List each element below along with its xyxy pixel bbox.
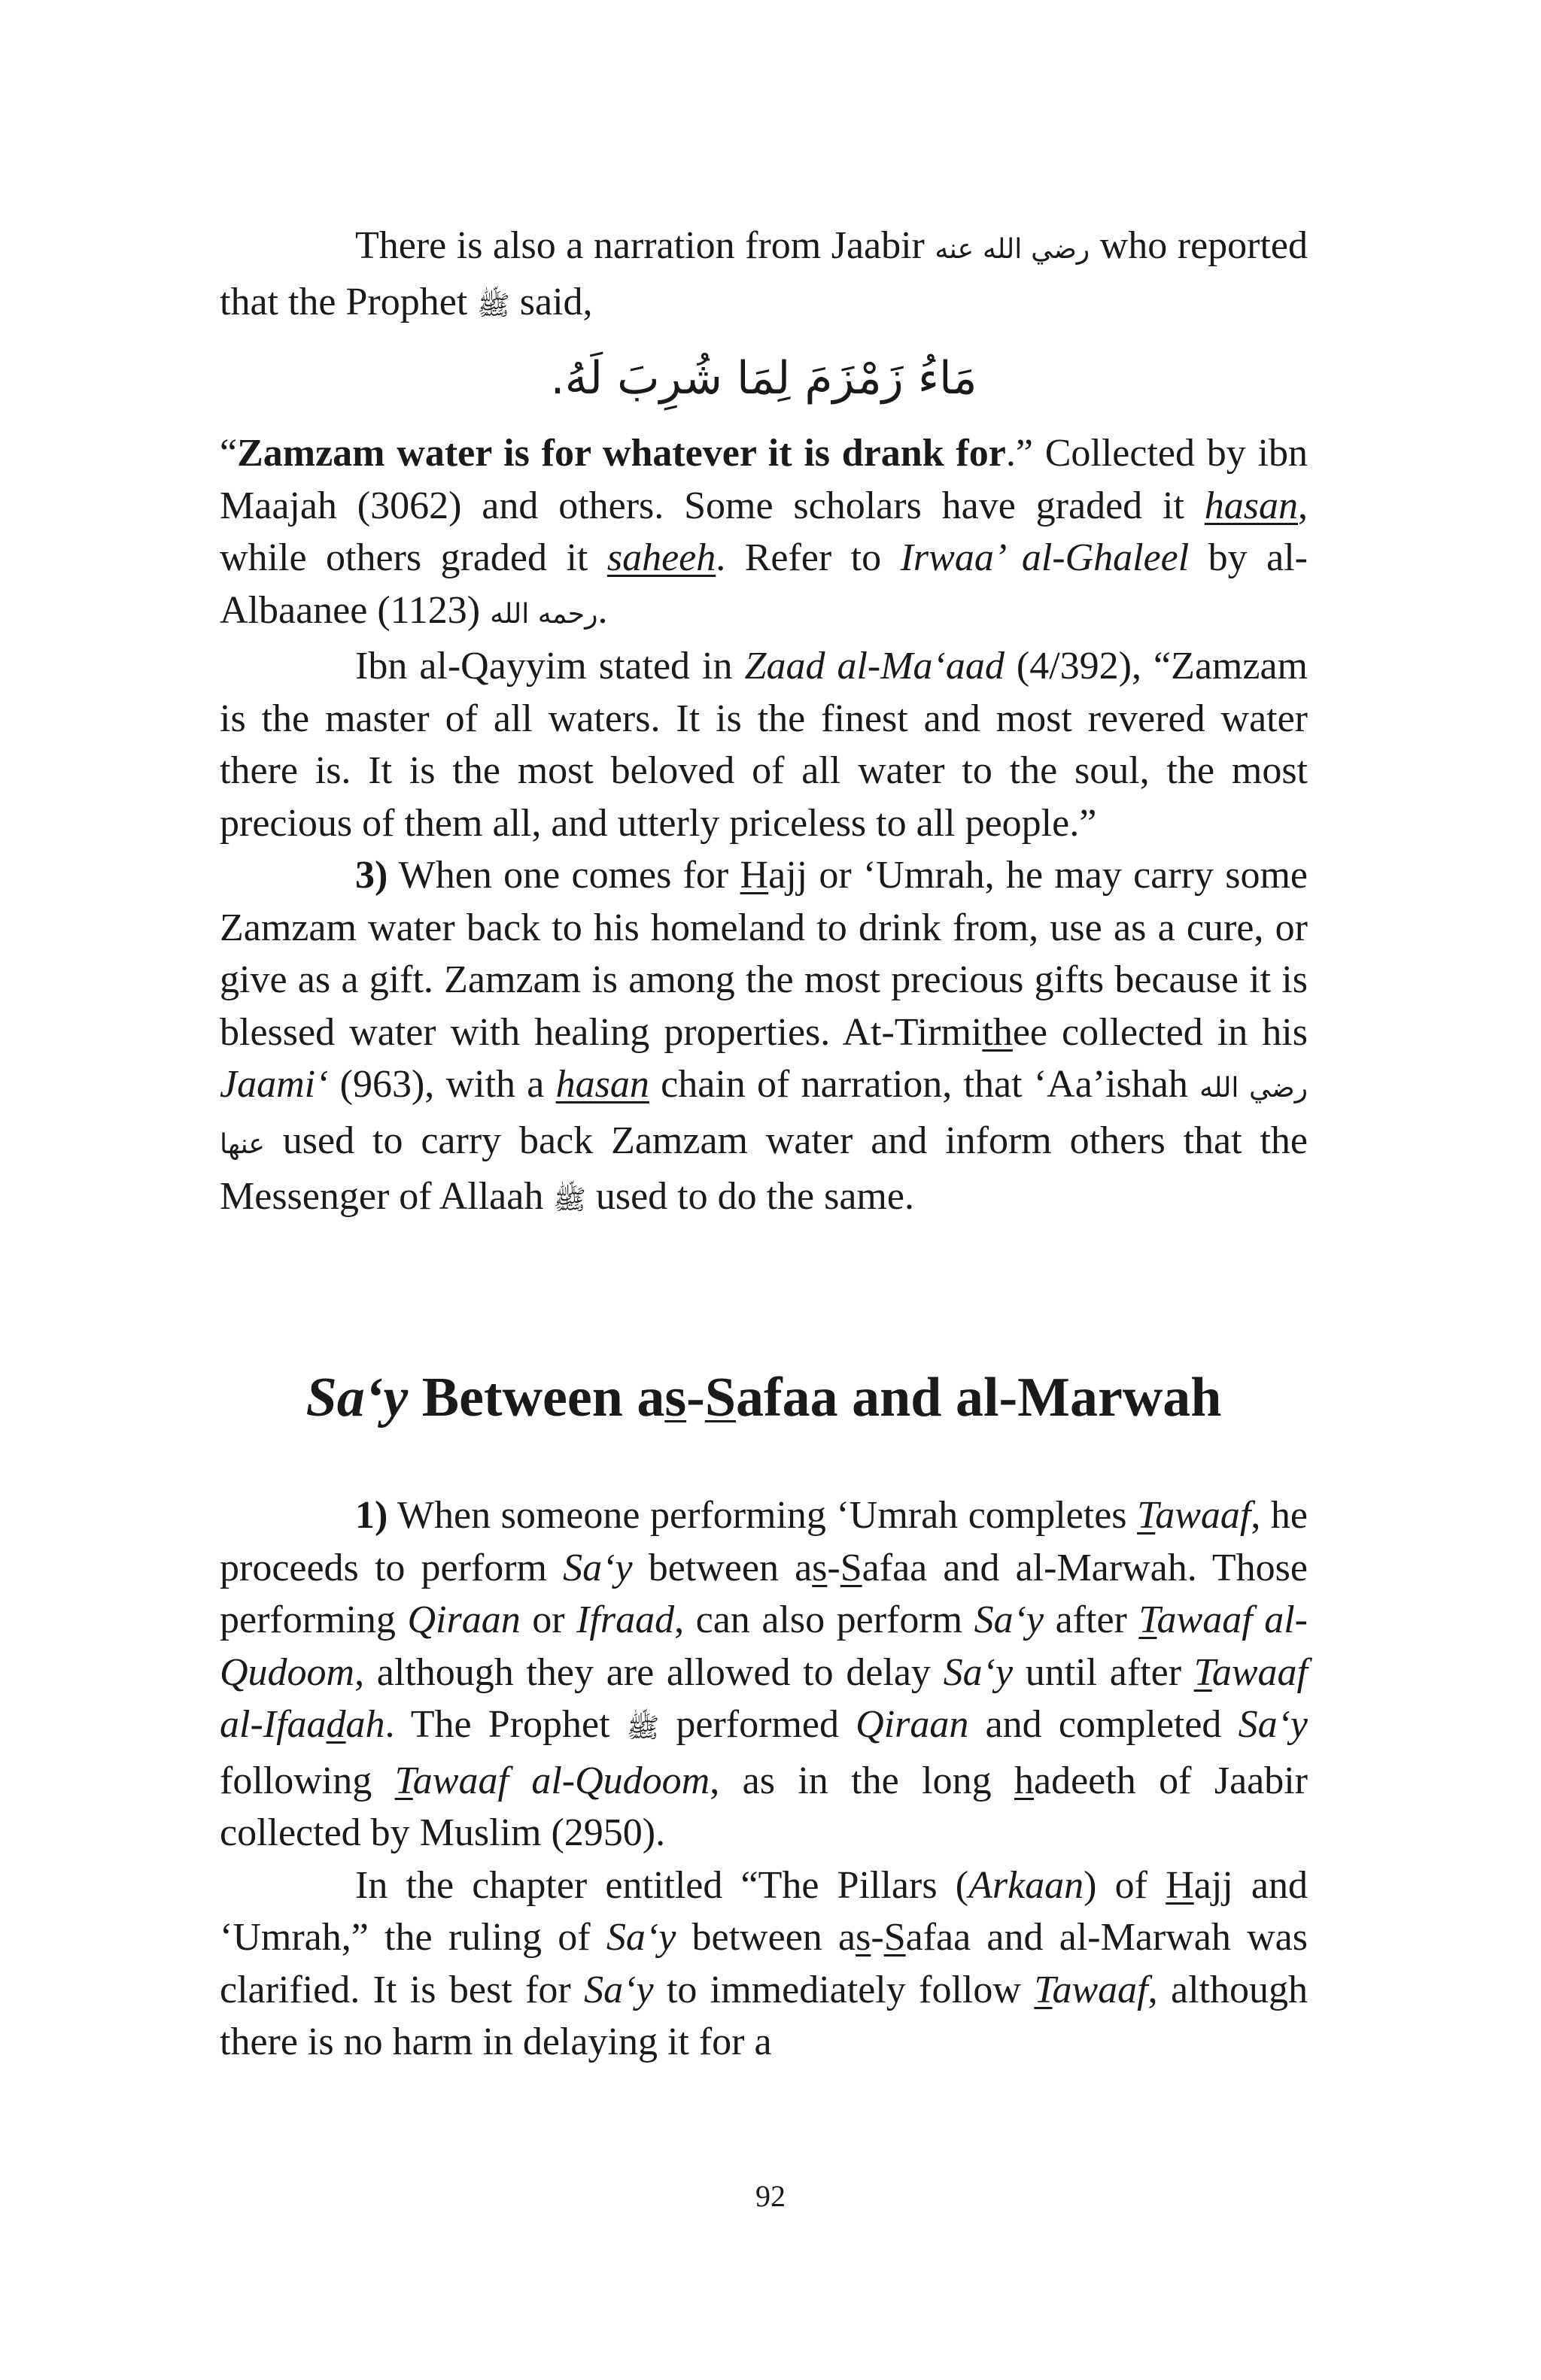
arabic-hadith: مَاءُ زَمْزَمَ لِمَا شُرِبَ لَهُ. — [550, 352, 977, 405]
p5-number: 1) — [355, 1494, 388, 1537]
term-saheeh: saheeh — [606, 536, 716, 579]
p5-text-m: following — [220, 1759, 395, 1802]
p4-text-a: When one comes for — [388, 854, 740, 897]
p5-say-3: Sa‘y — [943, 1650, 1014, 1694]
p3-text-a: Ibn al-Qayyim stated in — [355, 645, 745, 688]
p5-tq2-t: T — [394, 1759, 413, 1802]
honorific-salla-icon-2: ﷺ — [553, 1185, 586, 1216]
p4-text-e: used to carry back Zamzam water and inform others that the Messenger of Allaah — [220, 1119, 1308, 1218]
p6-text-g: , although there is no harm in delaying it for a — [220, 1968, 1308, 2063]
paragraph-5-6 — [220, 1489, 1308, 2069]
honorific-rahimahullaah-icon: رحمه الله — [490, 598, 598, 630]
p5-text-i: until after — [1013, 1650, 1194, 1694]
p5-dash: - — [827, 1546, 840, 1589]
p5-text-c: between a — [632, 1546, 813, 1589]
page-number: 92 — [755, 2179, 786, 2213]
heading-dash: - — [686, 1367, 705, 1428]
p4-text-c: (963), with a — [328, 1063, 556, 1106]
p5-s1: s — [812, 1546, 828, 1589]
hadith-translation: Zamzam water is for whatever it is drank for — [237, 432, 1006, 475]
p6-s1: s — [856, 1916, 871, 1959]
honorific-radiyallaahu-anhaa-icon: رضي الله عنها — [220, 1073, 1308, 1160]
book-irwaa: Irwaa’ al-Ghaleel — [900, 536, 1190, 579]
p5-text-e: or — [520, 1598, 577, 1641]
honorific-salla-icon-3: ﷺ — [626, 1713, 660, 1744]
p6-tawaaf-rest: awaaf — [1052, 1968, 1148, 2011]
p5-text-g: after — [1044, 1598, 1139, 1641]
p5-text-o: adeeth of Jaabir collected by Muslim (2950). — [220, 1759, 1308, 1854]
honorific-salla-icon: ﷺ — [477, 290, 510, 321]
p6-text-c: ajj and ‘Umrah,” the ruling of — [220, 1863, 1308, 1959]
p6-text-f: to immediately follow — [653, 1968, 1035, 2011]
p5-qiraan-1: Qiraan — [407, 1598, 521, 1641]
p4-term-hasan: hasan — [555, 1063, 649, 1106]
p6-say-1: Sa‘y — [606, 1916, 676, 1959]
heading-text-b: afaa and al-Marwah — [735, 1367, 1222, 1428]
heading-s2: S — [704, 1367, 736, 1428]
paragraph-2 — [220, 427, 1308, 1227]
section-heading — [220, 1360, 1308, 1435]
p6-text-d: between a — [676, 1916, 856, 1959]
book-zaad: Zaad al-Ma‘aad — [744, 645, 1005, 688]
p2-text-a: .” Collected by ibn Maajah (3062) and others. Some scholars have graded it — [220, 432, 1308, 527]
p5-text-h: , although they are allowed to delay — [354, 1650, 944, 1694]
heading-text-a: Between a — [408, 1367, 665, 1428]
p2-text-b: , while others graded it — [220, 484, 1308, 579]
p5-ifraad: Ifraad — [576, 1598, 675, 1641]
p5-ti-end: ah — [345, 1703, 385, 1746]
p4-number: 3) — [355, 854, 388, 897]
p1-text-b: who reported that the Prophet — [220, 224, 1308, 323]
p4-text-d: chain of narration, that ‘Aa’ishah — [649, 1063, 1200, 1106]
p6-tawaaf-t: T — [1034, 1968, 1053, 2011]
p5-text-j: . The Prophet — [384, 1703, 627, 1746]
p4-text-b: ee collected in his — [1012, 1010, 1308, 1054]
term-hasan: hasan — [1204, 484, 1298, 527]
p5-text-f: , can also perform — [674, 1598, 974, 1641]
p5-text-n: , as in the long — [710, 1759, 1014, 1802]
p6-text-e: afaa and al-Marwah was clarified. It is best for — [220, 1916, 1308, 2011]
p2-text-c: . Refer to — [716, 536, 901, 579]
p6-s2: S — [883, 1916, 906, 1959]
p5-ti-mid: awaaf al-Ifaa — [220, 1650, 1308, 1746]
p6-dash: - — [871, 1916, 884, 1959]
p5-text-b: , he proceeds to perform — [220, 1494, 1308, 1589]
p5-ti-t: T — [1193, 1650, 1212, 1694]
p5-ti-d: d — [326, 1703, 346, 1746]
p5-hadeeth-h: h — [1014, 1759, 1034, 1802]
p5-tawaaf-rest: awaaf — [1155, 1494, 1251, 1537]
p6-say-2: Sa‘y — [584, 1968, 654, 2011]
p4-text-f: used to do the same. — [585, 1175, 914, 1218]
p4-th: th — [982, 1010, 1013, 1054]
p5-say-4: Sa‘y — [1238, 1703, 1308, 1746]
p5-tq2-rest: awaaf al-Qudoom — [412, 1759, 710, 1802]
p5-tawaaf-t: T — [1137, 1494, 1156, 1537]
p6-arkaan: Arkaan — [968, 1863, 1084, 1907]
p6-text-a: In the chapter entitled “The Pillars ( — [355, 1863, 969, 1907]
p5-tq1-rest: awaaf al-Qudoom — [220, 1598, 1308, 1694]
p6-hajj-h: H — [1166, 1863, 1194, 1907]
p5-s2: S — [840, 1546, 862, 1589]
p2-text-e: (1123). — [377, 588, 608, 632]
p1-text-c: said, — [509, 280, 593, 323]
heading-say: Sa‘y — [305, 1367, 409, 1428]
p5-say-1: Sa‘y — [563, 1546, 633, 1589]
honorific-radiyallaahu-icon: رضي الله عنه — [935, 234, 1090, 265]
p1-text-a: There is also a narration from Jaabir — [355, 224, 935, 267]
p4-text-hajj-rest: ajj or ‘Umrah, he may carry some Zamzam water back to his homeland to drink from, use as a cure, or give as a gift. Zamzam is among the most precious gifts because it is blessed water with healing properties. At-Tirmi — [220, 854, 1308, 1054]
heading-s1: s — [664, 1367, 687, 1428]
p5-text-a: When someone performing ‘Umrah completes — [388, 1494, 1138, 1537]
p2-quote-open: “ — [220, 432, 238, 475]
p5-text-k: performed — [659, 1703, 856, 1746]
p5-qiraan-2: Qiraan — [856, 1703, 969, 1746]
p6-text-b: ) of — [1084, 1863, 1166, 1907]
p3-text-b: (4/392), “Zamzam is the master of all waters. It is the finest and most revered water there is. It is the most beloved of all water to the soul, the most precious of them all, and utterly priceless to all people.” — [220, 645, 1308, 845]
p5-tq1-t: T — [1138, 1598, 1157, 1641]
p5-text-d: afaa and al-Marwah. Those performing — [220, 1546, 1308, 1641]
paragraph-1 — [220, 220, 1308, 332]
p5-text-l: and completed — [968, 1703, 1239, 1746]
p5-say-2: Sa‘y — [974, 1598, 1044, 1641]
p2-text-d: by al-Albaanee — [220, 536, 1308, 632]
p4-hajj-h: H — [740, 854, 769, 897]
book-jaami: Jaami‘ — [220, 1063, 329, 1106]
